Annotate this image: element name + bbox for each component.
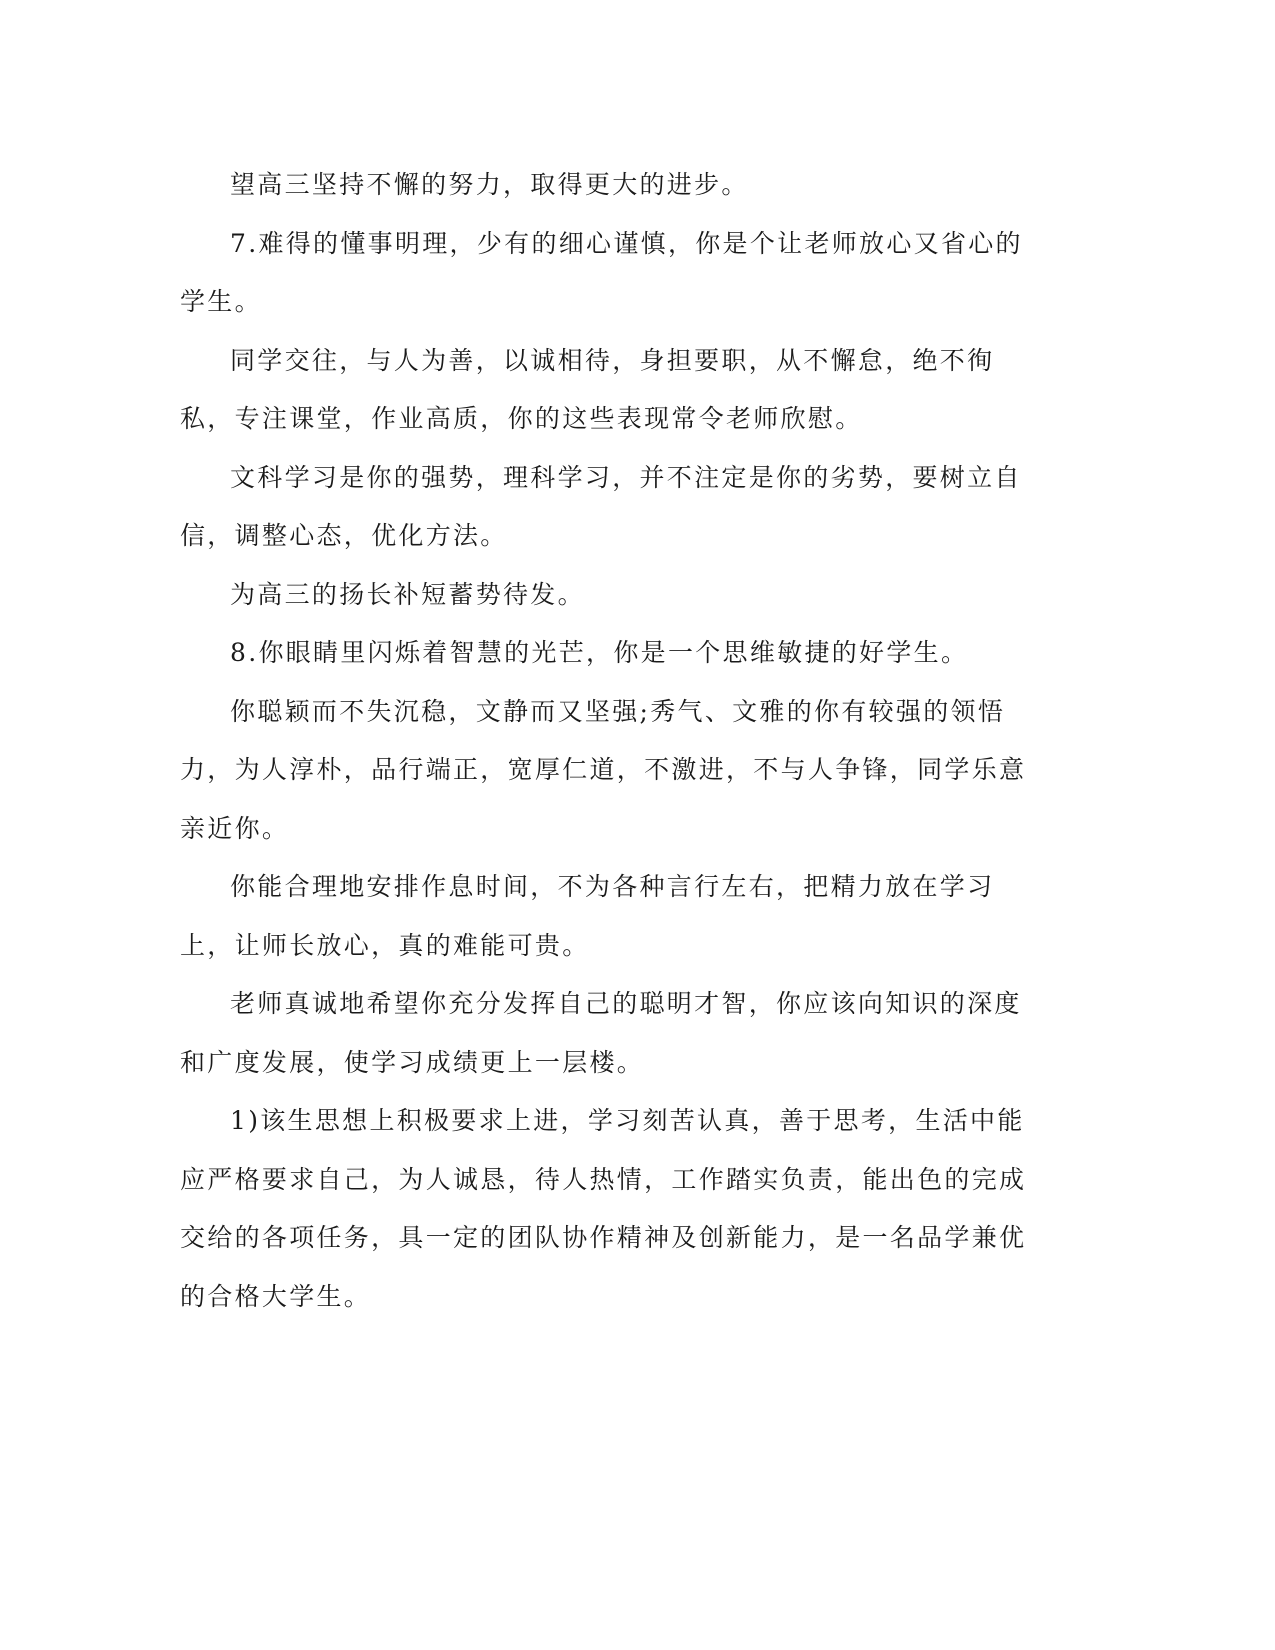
paragraph-3: 同学交往，与人为善，以诚相待，身担要职，从不懈怠，绝不徇私，专注课堂，作业高质，你的这些表现常令老师欣慰。: [180, 345, 995, 433]
paragraph-6: 8.你眼睛里闪烁着智慧的光芒，你是一个思维敏捷的好学生。: [230, 638, 969, 667]
paragraph-10: 1)该生思想上积极要求上进，学习刻苦认真，善于思考，生活中能应严格要求自己，为人诚恳，待人热情，工作踏实负责，能出色的完成交给的各项任务，具一定的团队协作精神及创新能力，是一名品学兼优的合格大学生。: [180, 1106, 1027, 1311]
paragraph-2: 7.难得的懂事明理，少有的细心谨慎，你是个让老师放心又省心的学生。: [180, 228, 1023, 316]
paragraph-1: 望高三坚持不懈的努力，取得更大的进步。: [230, 170, 749, 199]
paragraph-7: 你聪颖而不失沉稳，文静而又坚强;秀气、文雅的你有较强的领悟力，为人淳朴，品行端正，宽厚仁道，不激进，不与人争锋，同学乐意亲近你。: [180, 696, 1027, 843]
paragraph-9: 老师真诚地希望你充分发挥自己的聪明才智，你应该向知识的深度和广度发展，使学习成绩更上一层楼。: [180, 989, 1022, 1077]
paragraph-4: 文科学习是你的强势，理科学习，并不注定是你的劣势，要树立自信，调整心态，优化方法。: [180, 462, 1022, 550]
paragraph-8: 你能合理地安排作息时间，不为各种言行左右，把精力放在学习上，让师长放心，真的难能可贵。: [180, 872, 995, 960]
paragraph-5: 为高三的扬长补短蓄势待发。: [230, 579, 585, 609]
document-body: [180, 156, 1040, 1326]
